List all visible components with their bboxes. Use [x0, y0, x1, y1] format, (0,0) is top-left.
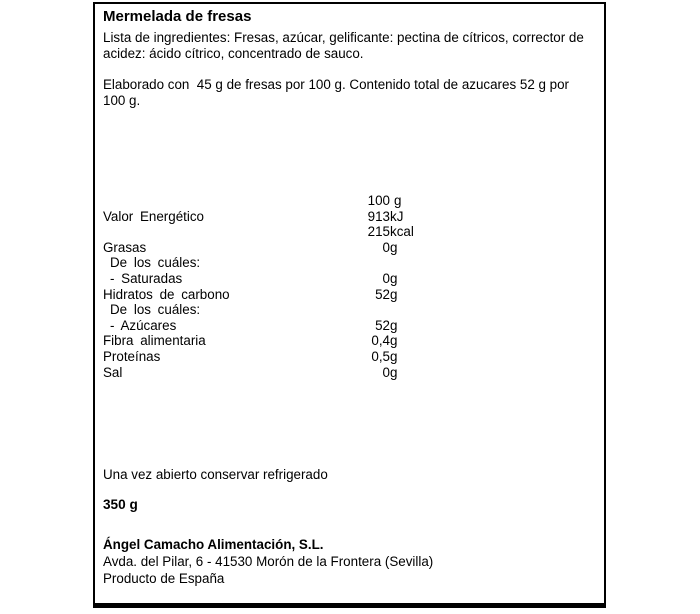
- nutrition-row-unit: g: [390, 286, 398, 302]
- nutrition-row-value: 215: [367, 224, 390, 240]
- nutrition-row-label: Sal: [103, 364, 123, 380]
- nutrition-row-unit: g: [390, 239, 398, 255]
- composition-text: Elaborado con 45 g de fresas por 100 g. Contenido total de azucares 52 g por 100 g.: [103, 77, 573, 108]
- nutrition-row-label: - Saturadas: [110, 270, 183, 286]
- nutrition-row: [103, 255, 594, 271]
- nutrition-row-value: 0: [382, 364, 390, 380]
- nutrition-row-unit: g: [390, 270, 398, 286]
- nutrition-row-value: 0: [382, 239, 390, 255]
- country-of-origin: Producto de España: [103, 571, 225, 587]
- nutrition-row-value: [343, 302, 390, 318]
- nutrition-row-label: [103, 224, 343, 240]
- manufacturer-name: Ángel Camacho Alimentación, S.L.: [103, 537, 324, 553]
- nutrition-row: [103, 349, 594, 365]
- nutrition-row-label: De los cuáles:: [110, 255, 201, 271]
- nutrition-row-label: Hidratos de carbono: [103, 286, 230, 302]
- nutrition-table: [103, 193, 594, 380]
- nutrition-row: [103, 271, 594, 287]
- nutrition-header-unit: g: [394, 193, 402, 208]
- nutrition-row-label: Fibra alimentaria: [103, 333, 206, 349]
- nutrition-row: [103, 333, 594, 349]
- nutrition-row-unit: g: [390, 348, 398, 364]
- nutrition-row: [103, 302, 594, 318]
- nutrition-row: [103, 224, 594, 240]
- nutrition-row-value: 52: [375, 317, 390, 333]
- nutrition-row-unit: g: [390, 333, 398, 349]
- nutrition-header-label: [103, 193, 343, 209]
- manufacturer-block: [103, 536, 594, 587]
- nutrition-row-value: 0,4: [371, 333, 390, 349]
- nutrition-row-unit: g: [390, 364, 398, 380]
- nutrition-row: [103, 318, 594, 334]
- nutrition-row-label: - Azúcares: [110, 317, 177, 333]
- nutrition-row-label: Grasas: [103, 239, 147, 255]
- nutrition-row-value: 913: [367, 208, 390, 224]
- nutrition-row-value: [343, 255, 390, 271]
- nutrition-row: [103, 209, 594, 225]
- manufacturer-address: Avda. del Pilar, 6 - 41530 Morón de la Frontera (Sevilla): [103, 554, 434, 570]
- nutrition-header-row: [103, 193, 594, 209]
- nutrition-row-unit: kcal: [390, 224, 414, 240]
- nutrition-row-value: 0,5: [371, 348, 390, 364]
- nutrition-row-unit: g: [390, 317, 398, 333]
- nutrition-row-value: 0: [382, 270, 390, 286]
- nutrition-header-amount: 100: [367, 193, 390, 208]
- nutrition-row-label: De los cuáles:: [110, 302, 201, 318]
- nutrition-row-value: 52: [375, 286, 390, 302]
- net-weight: 350 g: [103, 497, 138, 513]
- storage-note: Una vez abierto conservar refrigerado: [103, 467, 328, 483]
- nutrition-row-label: Proteínas: [103, 348, 161, 364]
- nutrition-row-label: Valor Energético: [103, 208, 205, 224]
- nutrition-row: [103, 287, 594, 303]
- nutrition-row-unit: kJ: [390, 208, 404, 224]
- product-title: Mermelada de fresas: [103, 8, 252, 25]
- ingredients-text: Lista de ingredientes: Fresas, azúcar, gelificante: pectina de cítricos, corrector de acidez: ácido cítrico, concentrado de sauco.: [103, 30, 588, 61]
- product-label-box: [93, 2, 606, 608]
- nutrition-row: [103, 240, 594, 256]
- nutrition-row: [103, 365, 594, 381]
